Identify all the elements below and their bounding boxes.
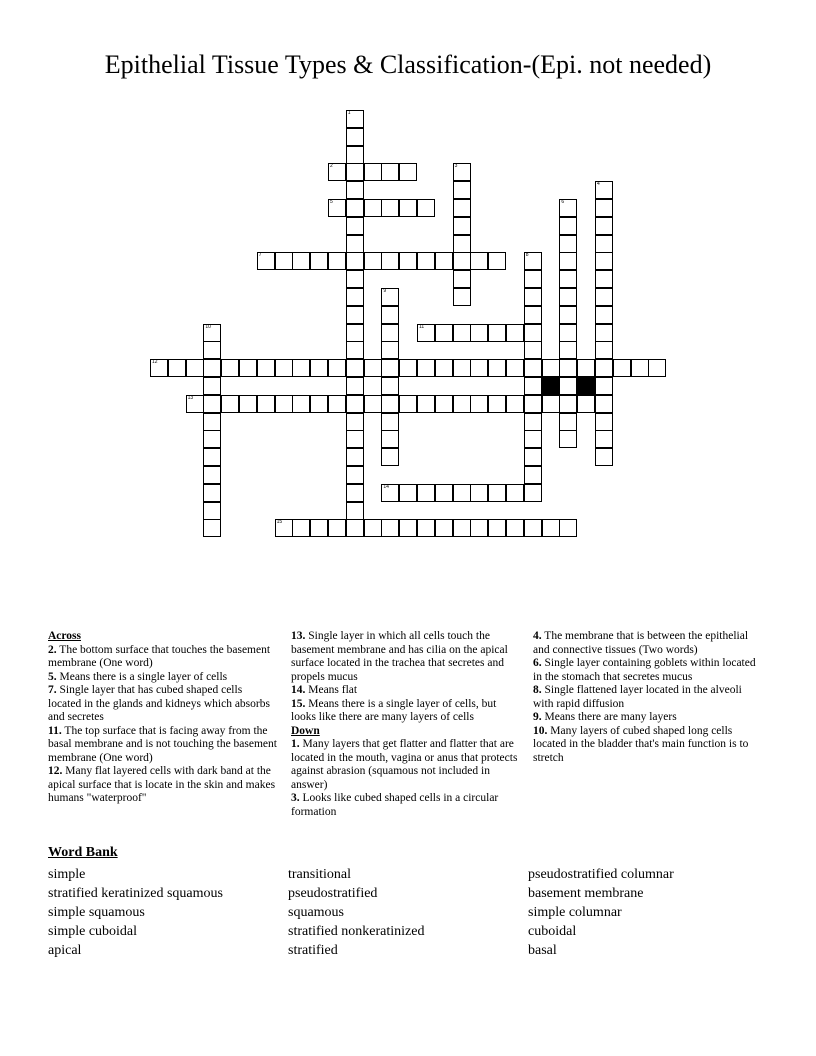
- crossword-cell[interactable]: [346, 217, 364, 235]
- across-heading: Across: [48, 630, 82, 642]
- clue-item-number: 6.: [533, 657, 542, 669]
- clue-item-number: 12.: [48, 765, 63, 777]
- crossword-cell[interactable]: [524, 359, 542, 377]
- crossword-cell[interactable]: [346, 146, 364, 164]
- crossword-cell[interactable]: [488, 324, 506, 342]
- crossword-cell[interactable]: [346, 252, 364, 270]
- crossword-cell[interactable]: [542, 359, 560, 377]
- crossword-cell[interactable]: [275, 395, 293, 413]
- crossword-cell[interactable]: [310, 359, 328, 377]
- crossword-cell[interactable]: [453, 181, 471, 199]
- clues-column-3: [533, 630, 763, 765]
- across-clue-list-continued: [291, 630, 521, 725]
- word-bank-item: stratified nonkeratinized: [288, 924, 425, 939]
- crossword-cell[interactable]: [381, 306, 399, 324]
- crossword-cell[interactable]: [595, 377, 613, 395]
- clue-number: 3: [454, 163, 458, 170]
- crossword-cell[interactable]: [203, 324, 221, 342]
- crossword-cell[interactable]: [239, 395, 257, 413]
- clue-item-number: 8.: [533, 684, 542, 696]
- crossword-cell[interactable]: [328, 163, 346, 181]
- crossword-cell[interactable]: [524, 288, 542, 306]
- crossword-cell[interactable]: [631, 359, 649, 377]
- clue-item-text: The bottom surface that touches the basement membrane (One word): [48, 643, 271, 669]
- crossword-cell[interactable]: [559, 235, 577, 253]
- crossword-cell[interactable]: [435, 252, 453, 270]
- crossword-cell[interactable]: [364, 163, 382, 181]
- crossword-cell[interactable]: [595, 306, 613, 324]
- clue-item: [48, 725, 278, 766]
- crossword-cell[interactable]: [453, 252, 471, 270]
- crossword-cell[interactable]: [559, 359, 577, 377]
- crossword-cell[interactable]: [203, 484, 221, 502]
- word-bank-item: simple: [48, 867, 86, 882]
- crossword-cell[interactable]: [381, 288, 399, 306]
- crossword-cell[interactable]: [524, 519, 542, 537]
- clue-item-text: Single layer in which all cells touch the basement membrane and has cilia on the apical surface located in the trachea that secretes and propels mucus: [291, 630, 508, 683]
- crossword-cell[interactable]: [381, 163, 399, 181]
- crossword-cell[interactable]: [328, 519, 346, 537]
- crossword-cell[interactable]: [524, 341, 542, 359]
- crossword-cell[interactable]: [506, 519, 524, 537]
- clue-item: [291, 792, 521, 819]
- clue-item: [48, 684, 278, 725]
- clue-item-text: Means there are many layers: [541, 711, 677, 723]
- word-bank-column-3: [528, 865, 674, 960]
- crossword-cell[interactable]: [203, 519, 221, 537]
- crossword-cell[interactable]: [381, 324, 399, 342]
- crossword-cell[interactable]: [346, 181, 364, 199]
- crossword-cell[interactable]: [292, 359, 310, 377]
- crossword-cell[interactable]: [346, 306, 364, 324]
- clue-item: [533, 711, 763, 725]
- crossword-cell[interactable]: [559, 306, 577, 324]
- word-bank-item: apical: [48, 943, 82, 958]
- word-bank-item: stratified keratinized squamous: [48, 886, 223, 901]
- word-bank-item: pseudostratified columnar: [528, 867, 674, 882]
- crossword-cell[interactable]: [542, 519, 560, 537]
- crossword-cell[interactable]: [524, 324, 542, 342]
- crossword-cell[interactable]: [203, 430, 221, 448]
- crossword-cell[interactable]: [399, 163, 417, 181]
- crossword-cell[interactable]: [346, 359, 364, 377]
- crossword-cell[interactable]: [310, 395, 328, 413]
- word-bank-item: simple cuboidal: [48, 924, 138, 939]
- crossword-cell[interactable]: [381, 395, 399, 413]
- crossword-cell[interactable]: [328, 252, 346, 270]
- crossword-cell[interactable]: [559, 252, 577, 270]
- word-bank-column-2: [288, 865, 424, 960]
- clue-number: 1: [347, 110, 351, 116]
- crossword-cell[interactable]: [559, 341, 577, 359]
- crossword-cell[interactable]: [506, 395, 524, 413]
- crossword-cell[interactable]: [346, 163, 364, 181]
- across-clue-list: [48, 644, 278, 806]
- crossword-cell[interactable]: [559, 430, 577, 448]
- clue-item-text: Many layers that get flatter and flatter that are located in the mouth, vagina or anus that protects against abrasion (squamous not included in answer): [291, 738, 518, 791]
- crossword-cell[interactable]: [470, 395, 488, 413]
- clue-number: 11: [419, 323, 425, 330]
- crossword-cell[interactable]: [417, 484, 435, 502]
- crossword-cell[interactable]: [435, 519, 453, 537]
- clue-item-text: Means there is a single layer of cells: [56, 670, 228, 683]
- clue-item-number: 10.: [533, 724, 548, 737]
- crossword-cell[interactable]: [559, 270, 577, 288]
- crossword-cell[interactable]: [381, 359, 399, 377]
- crossword-cell[interactable]: [542, 395, 560, 413]
- crossword-cell[interactable]: [453, 217, 471, 235]
- crossword-cell[interactable]: [221, 359, 239, 377]
- clue-number: 14: [383, 483, 389, 490]
- crossword-cell[interactable]: [470, 252, 488, 270]
- crossword-cell[interactable]: [524, 466, 542, 484]
- crossword-cell[interactable]: [524, 413, 542, 431]
- crossword-cell[interactable]: [275, 252, 293, 270]
- crossword-cell[interactable]: [364, 252, 382, 270]
- crossword-cell[interactable]: [453, 270, 471, 288]
- crossword-cell[interactable]: [168, 359, 186, 377]
- clue-item-text: Single layer that has cubed shaped cells located in the glands and kidneys which absorbs and secretes: [48, 684, 270, 723]
- crossword-cell[interactable]: [524, 484, 542, 502]
- clue-number: 15: [276, 519, 283, 526]
- clue-item-text: Single layer containing goblets within located in the stomach that secretes mucus: [533, 657, 756, 683]
- clue-number: 7: [258, 252, 262, 259]
- crossword-cell[interactable]: [559, 288, 577, 306]
- crossword-cell[interactable]: [470, 324, 488, 342]
- down-clue-list: [291, 738, 521, 819]
- crossword-cell[interactable]: [310, 252, 328, 270]
- crossword-cell[interactable]: [595, 430, 613, 448]
- crossword-cell[interactable]: [381, 199, 399, 217]
- clue-item-number: 2.: [48, 643, 57, 656]
- crossword-cell[interactable]: [346, 288, 364, 306]
- crossword-cell[interactable]: [595, 217, 613, 235]
- crossword-cell[interactable]: [381, 448, 399, 466]
- crossword-cell[interactable]: [506, 324, 524, 342]
- crossword-cell[interactable]: [364, 199, 382, 217]
- crossword-cell[interactable]: [453, 163, 471, 181]
- clue-item-text: Single flattened layer located in the alveoli with rapid diffusion: [533, 684, 742, 710]
- crossword-cell[interactable]: [346, 128, 364, 146]
- crossword-cell[interactable]: [292, 395, 310, 413]
- word-bank-item: basement membrane: [528, 886, 644, 901]
- crossword-cell[interactable]: [577, 359, 595, 377]
- crossword-cell[interactable]: [381, 341, 399, 359]
- crossword-cell[interactable]: [595, 395, 613, 413]
- crossword-cell[interactable]: [150, 359, 168, 377]
- crossword-cell[interactable]: [381, 252, 399, 270]
- crossword-cell[interactable]: [346, 413, 364, 431]
- clue-item: [291, 630, 521, 684]
- word-bank-title: Word Bank: [48, 845, 118, 860]
- clue-item-number: 5.: [48, 670, 57, 683]
- crossword-cell[interactable]: [435, 484, 453, 502]
- crossword-cell[interactable]: [203, 341, 221, 359]
- clue-item: [291, 698, 521, 725]
- crossword-cell[interactable]: [595, 270, 613, 288]
- crossword-cell[interactable]: [257, 395, 275, 413]
- clue-number: 8: [525, 252, 529, 259]
- crossword-cell[interactable]: [221, 395, 239, 413]
- clue-number: 6: [561, 199, 565, 205]
- crossword-cell[interactable]: [524, 430, 542, 448]
- crossword-cell[interactable]: [292, 519, 310, 537]
- crossword-cell[interactable]: [328, 199, 346, 217]
- clue-item-number: 13.: [291, 630, 306, 642]
- page-title: Epithelial Tissue Types & Classification-(Epi. not needed): [104, 50, 712, 79]
- crossword-block-cell: [542, 377, 560, 395]
- crossword-cell[interactable]: [595, 288, 613, 306]
- word-bank-item: basal: [528, 943, 557, 958]
- clue-number: 2: [330, 163, 333, 170]
- crossword-cell[interactable]: [595, 252, 613, 270]
- crossword-cell[interactable]: [346, 324, 364, 342]
- word-bank-item: simple squamous: [48, 905, 145, 920]
- clue-item: [291, 684, 521, 698]
- crossword-cell[interactable]: [488, 252, 506, 270]
- crossword-cell[interactable]: [435, 395, 453, 413]
- crossword-cell[interactable]: [346, 110, 364, 128]
- crossword-cell[interactable]: [399, 252, 417, 270]
- crossword-cell[interactable]: [595, 448, 613, 466]
- crossword-cell[interactable]: [346, 430, 364, 448]
- crossword-cell[interactable]: [506, 484, 524, 502]
- clue-item: [48, 765, 278, 806]
- crossword-cell[interactable]: [364, 395, 382, 413]
- clue-item-number: 1.: [291, 738, 300, 750]
- crossword-cell[interactable]: [488, 395, 506, 413]
- crossword-cell[interactable]: [257, 252, 275, 270]
- crossword-cell[interactable]: [257, 359, 275, 377]
- crossword-cell[interactable]: [417, 519, 435, 537]
- clue-item: [48, 671, 278, 685]
- crossword-cell[interactable]: [524, 377, 542, 395]
- crossword-cell[interactable]: [613, 359, 631, 377]
- word-bank-item: cuboidal: [528, 924, 577, 939]
- crossword-cell[interactable]: [435, 359, 453, 377]
- crossword-cell[interactable]: [203, 377, 221, 395]
- crossword-cell[interactable]: [203, 448, 221, 466]
- crossword-cell[interactable]: [470, 359, 488, 377]
- crossword-cell[interactable]: [346, 341, 364, 359]
- clue-item: [291, 738, 521, 792]
- crossword-cell[interactable]: [203, 359, 221, 377]
- clue-number: 13: [187, 394, 194, 401]
- crossword-cell[interactable]: [577, 395, 595, 413]
- crossword-cell[interactable]: [524, 270, 542, 288]
- crossword-cell[interactable]: [524, 252, 542, 270]
- crossword-cell[interactable]: [559, 217, 577, 235]
- word-bank-item: pseudostratified: [288, 886, 378, 901]
- crossword-cell[interactable]: [559, 324, 577, 342]
- word-bank-item: transitional: [288, 867, 351, 882]
- clue-item-number: 14.: [291, 684, 306, 696]
- clue-item: [533, 725, 763, 766]
- crossword-cell[interactable]: [346, 484, 364, 502]
- clue-item-number: 15.: [291, 697, 306, 710]
- clue-item-number: 11.: [48, 724, 62, 737]
- crossword-cell[interactable]: [346, 377, 364, 395]
- crossword-cell[interactable]: [488, 484, 506, 502]
- crossword-cell[interactable]: [203, 502, 221, 520]
- clue-number: 5: [330, 199, 333, 205]
- crossword-cell[interactable]: [595, 413, 613, 431]
- clue-number: 10: [205, 323, 211, 330]
- crossword-cell[interactable]: [203, 466, 221, 484]
- crossword-cell[interactable]: [524, 306, 542, 324]
- crossword-cell[interactable]: [559, 519, 577, 537]
- crossword-cell[interactable]: [346, 466, 364, 484]
- crossword-cell[interactable]: [292, 252, 310, 270]
- crossword-cell[interactable]: [399, 359, 417, 377]
- crossword-cell[interactable]: [346, 448, 364, 466]
- crossword-cell[interactable]: [648, 359, 666, 377]
- clue-item: [533, 657, 763, 684]
- clue-item-text: Looks like cubed shaped cells in a circular formation: [291, 792, 499, 818]
- crossword-cell[interactable]: [453, 199, 471, 217]
- crossword-cell[interactable]: [417, 395, 435, 413]
- word-bank-column-1: [48, 865, 223, 960]
- crossword-cell[interactable]: [346, 519, 364, 537]
- crossword-cell[interactable]: [364, 359, 382, 377]
- crossword-cell[interactable]: [186, 395, 204, 413]
- crossword-cell[interactable]: [417, 252, 435, 270]
- crossword-cell[interactable]: [346, 235, 364, 253]
- crossword-cell[interactable]: [381, 413, 399, 431]
- crossword-cell[interactable]: [559, 413, 577, 431]
- crossword-cell[interactable]: [275, 359, 293, 377]
- crossword-cell[interactable]: [239, 359, 257, 377]
- clue-item-number: 4.: [533, 630, 542, 642]
- clue-item: [533, 684, 763, 711]
- crossword-cell[interactable]: [381, 430, 399, 448]
- crossword-cell[interactable]: [275, 519, 293, 537]
- clue-item-text: Many layers of cubed shaped long cells located in the bladder that's main function is to stretch: [533, 724, 749, 764]
- crossword-cell[interactable]: [186, 359, 204, 377]
- clues-column-1: [48, 630, 278, 806]
- crossword-cell[interactable]: [453, 359, 471, 377]
- crossword-cell[interactable]: [595, 199, 613, 217]
- crossword-cell[interactable]: [488, 519, 506, 537]
- crossword-cell[interactable]: [381, 484, 399, 502]
- crossword-cell[interactable]: [524, 395, 542, 413]
- clue-number: 4: [597, 181, 600, 188]
- crossword-cell[interactable]: [470, 484, 488, 502]
- crossword-cell[interactable]: [417, 359, 435, 377]
- crossword-cell[interactable]: [435, 324, 453, 342]
- clue-item-text: The top surface that is facing away from the basal membrane and is not touching the basement membrane (One word): [48, 724, 277, 764]
- crossword-cell[interactable]: [203, 413, 221, 431]
- crossword-cell[interactable]: [559, 199, 577, 217]
- clue-item-text: Means flat: [305, 684, 358, 696]
- crossword-cell[interactable]: [595, 324, 613, 342]
- crossword-cell[interactable]: [453, 519, 471, 537]
- crossword-cell[interactable]: [381, 519, 399, 537]
- crossword-cell[interactable]: [399, 519, 417, 537]
- crossword-cell[interactable]: [417, 324, 435, 342]
- crossword-cell[interactable]: [453, 395, 471, 413]
- clue-number: 12: [152, 359, 158, 366]
- crossword-cell[interactable]: [364, 519, 382, 537]
- crossword-cell[interactable]: [203, 395, 221, 413]
- crossword-cell[interactable]: [506, 359, 524, 377]
- crossword-cell[interactable]: [453, 288, 471, 306]
- crossword-cell[interactable]: [453, 235, 471, 253]
- crossword-cell[interactable]: [399, 484, 417, 502]
- crossword-cell[interactable]: [417, 199, 435, 217]
- crossword-block-cell: [577, 377, 595, 395]
- crossword-cell[interactable]: [346, 199, 364, 217]
- clue-item-text: Many flat layered cells with dark band at the apical surface that is locate in the skin and makes humans "waterproof": [48, 765, 276, 804]
- crossword-cell[interactable]: [595, 359, 613, 377]
- clue-item: [48, 644, 278, 671]
- crossword-cell[interactable]: [399, 395, 417, 413]
- crossword-cell[interactable]: [346, 270, 364, 288]
- clue-number: 9: [383, 288, 387, 294]
- crossword-cell[interactable]: [346, 502, 364, 520]
- crossword-cell[interactable]: [470, 519, 488, 537]
- clue-item-number: 7.: [48, 684, 57, 696]
- crossword-cell[interactable]: [595, 181, 613, 199]
- down-heading: Down: [291, 724, 320, 737]
- word-bank-item: simple columnar: [528, 905, 622, 920]
- clue-item-number: 9.: [533, 711, 542, 723]
- crossword-cell[interactable]: [346, 395, 364, 413]
- clue-item-text: Means there is a single layer of cells, but looks like there are many layers of cells: [291, 697, 497, 723]
- word-bank-item: stratified: [288, 943, 338, 958]
- clue-item: [533, 630, 763, 657]
- crossword-cell[interactable]: [595, 235, 613, 253]
- crossword-cell[interactable]: [328, 359, 346, 377]
- crossword-cell[interactable]: [453, 484, 471, 502]
- clues-column-2: [291, 630, 521, 819]
- clue-item-number: 3.: [291, 792, 300, 804]
- crossword-cell[interactable]: [310, 519, 328, 537]
- word-bank-item: squamous: [288, 905, 344, 920]
- crossword-cell[interactable]: [524, 448, 542, 466]
- crossword-cell[interactable]: [453, 324, 471, 342]
- crossword-cell[interactable]: [399, 199, 417, 217]
- crossword-cell[interactable]: [488, 359, 506, 377]
- down-clue-list-continued: [533, 630, 763, 765]
- crossword-cell[interactable]: [559, 377, 577, 395]
- crossword-cell[interactable]: [328, 395, 346, 413]
- crossword-cell[interactable]: [595, 341, 613, 359]
- clue-item-text: The membrane that is between the epithelial and connective tissues (Two words): [533, 630, 749, 656]
- crossword-cell[interactable]: [559, 395, 577, 413]
- crossword-cell[interactable]: [381, 377, 399, 395]
